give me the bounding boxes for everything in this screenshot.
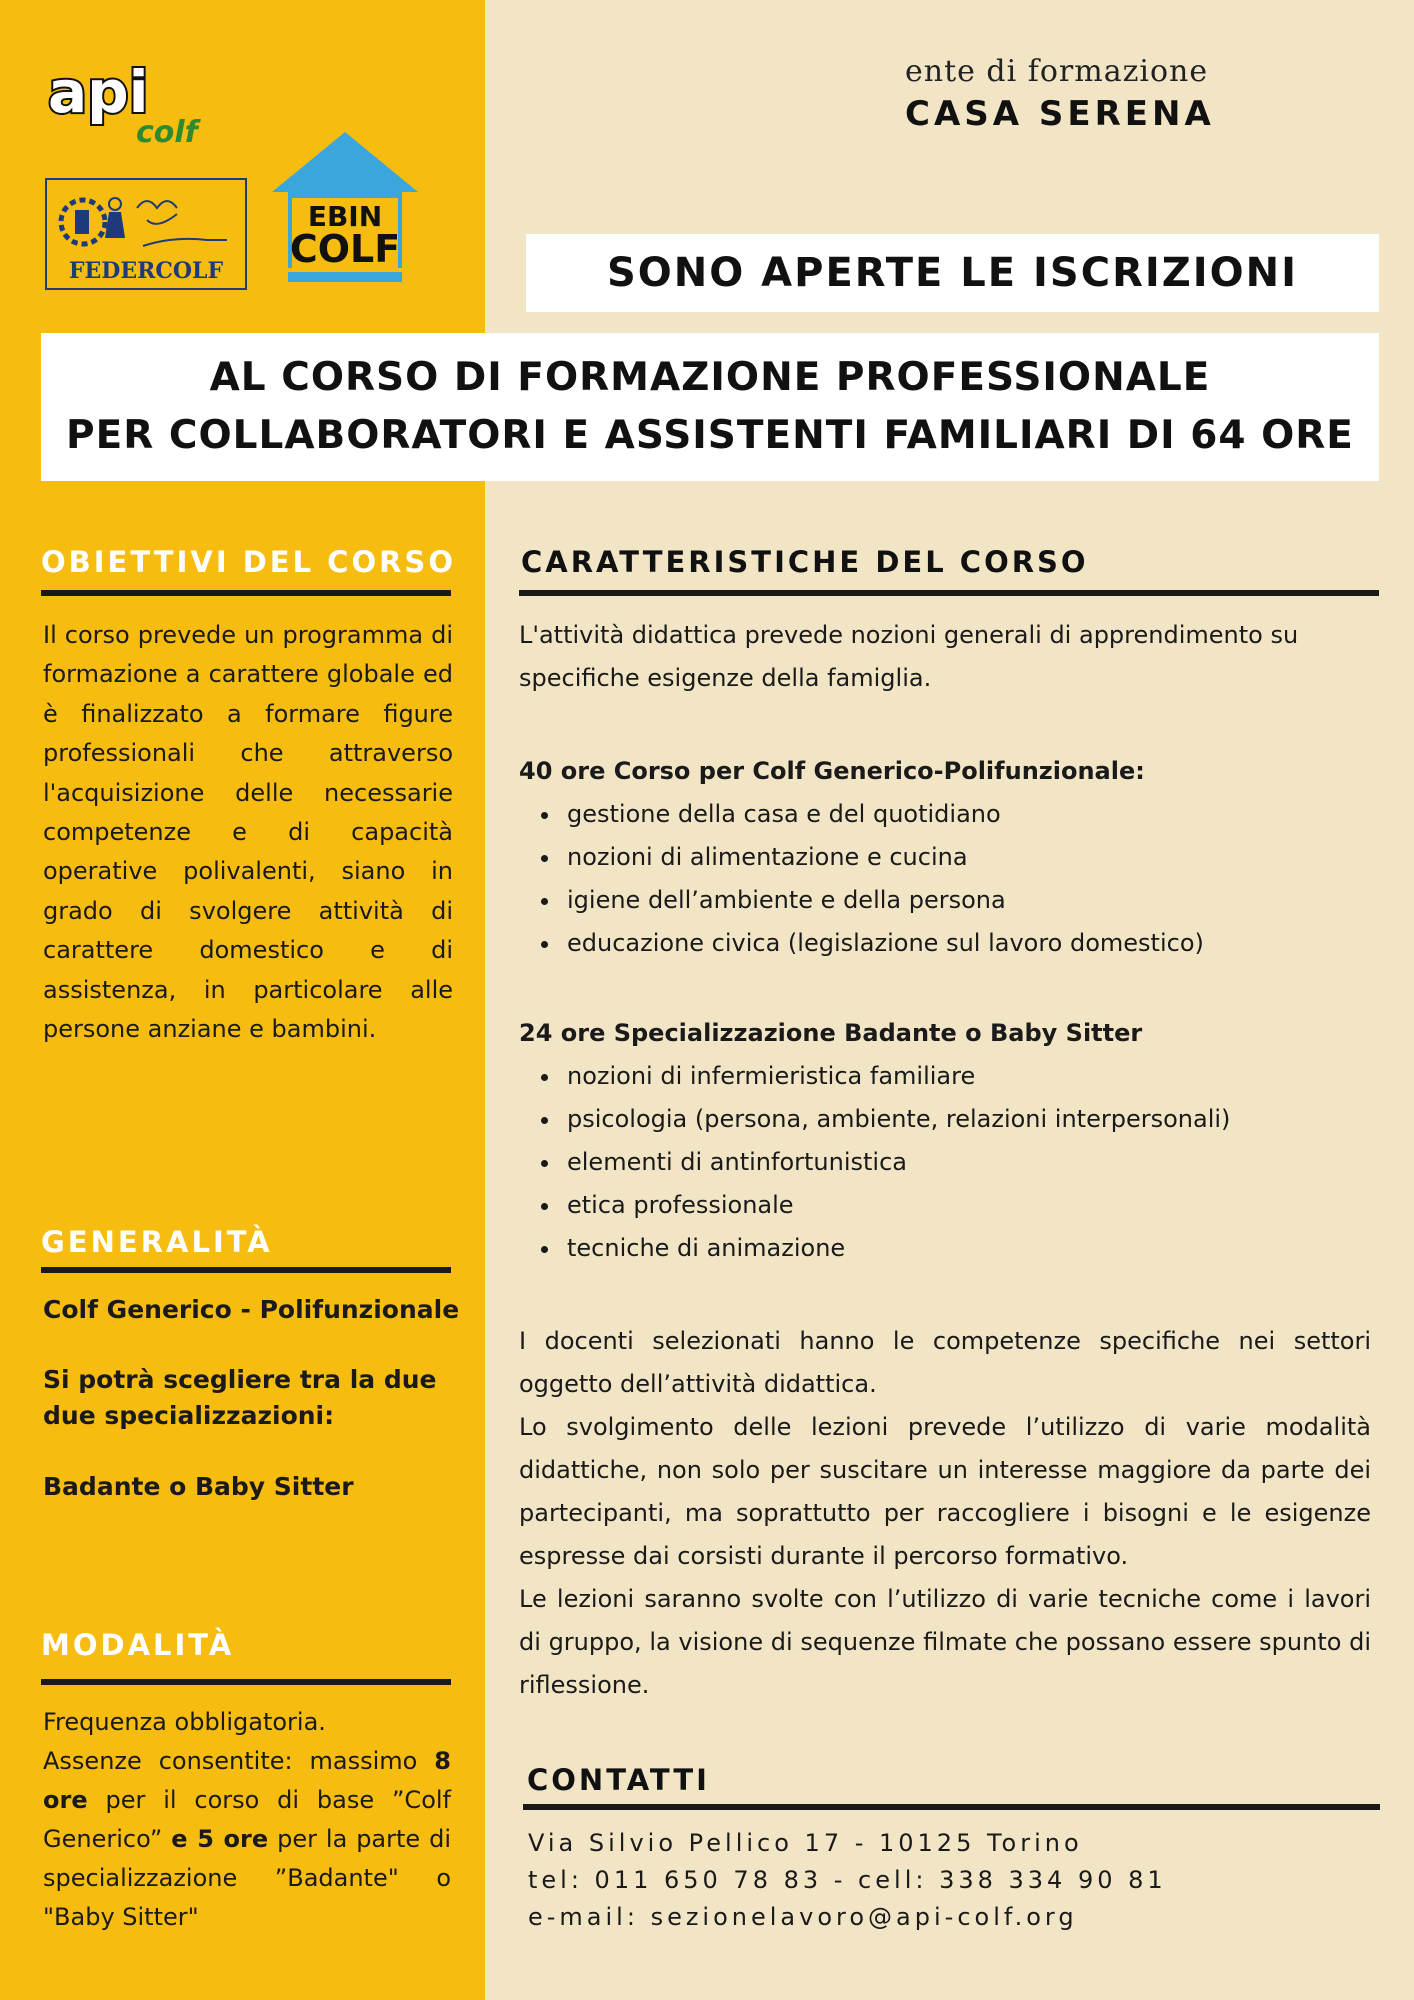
contatti-title: CONTATTI <box>527 1763 710 1797</box>
ebin-logo-text-1: EBIN <box>307 200 383 233</box>
list-item: elementi di antinfortunistica <box>519 1141 1371 1184</box>
api-colf-logo <box>48 60 208 152</box>
modalita-part-1: Assenze consentite: massimo <box>43 1747 418 1775</box>
block-colf-generico-list <box>519 793 1371 965</box>
list-item: gestione della casa e del quotidiano <box>519 793 1371 836</box>
federcolf-logo <box>45 178 247 290</box>
generalita-item-2: Si potrà scegliere tra la due due specializzazioni: <box>43 1365 437 1430</box>
caratteristiche-divider <box>519 590 1379 596</box>
list-item: nozioni di infermieristica familiare <box>519 1055 1371 1098</box>
block-colf-generico <box>519 750 1371 965</box>
list-item: etica professionale <box>519 1184 1371 1227</box>
modalita-part-3: per la parte di specializzazione ”Badante" o "Baby Sitter" <box>43 1825 452 1931</box>
list-item: tecniche di animazione <box>519 1227 1371 1270</box>
api-logo-text: api <box>48 60 149 126</box>
ebin-colf-logo <box>272 132 418 287</box>
docenti-text <box>519 1320 1371 1707</box>
contact-email[interactable]: e-mail: sezionelavoro@api-colf.org <box>528 1903 1078 1931</box>
generalita-item-1: Colf Generico - Polifunzionale <box>43 1295 460 1324</box>
ebin-logo-text-2: COLF <box>289 227 401 271</box>
contact-phone[interactable]: tel: 011 650 78 83 - cell: 338 334 90 81 <box>528 1866 1167 1894</box>
modalita-bold-2: e 5 ore <box>171 1825 269 1853</box>
caratteristiche-title: CARATTERISTICHE DEL CORSO <box>521 545 1089 579</box>
list-item: educazione civica (legislazione sul lavoro domestico) <box>519 922 1371 965</box>
modalita-title: MODALITÀ <box>41 1628 235 1662</box>
block-specializzazione <box>519 1012 1371 1270</box>
obiettivi-text: Il corso prevede un programma di formazione a carattere globale ed è finalizzato a formare figure professionali che attraverso l'acquisizione delle necessarie competenze e di capacità operative polivalenti, siano in grado di svolgere attività di carattere domestico e di assistenza, in particolare alle persone anziane e bambini. <box>43 621 453 1044</box>
list-item: igiene dell’ambiente e della persona <box>519 879 1371 922</box>
block-specializzazione-list <box>519 1055 1371 1270</box>
modalita-line-1: Frequenza obbligatoria. <box>43 1708 326 1736</box>
contatti-divider <box>523 1804 1380 1810</box>
docenti-paragraph-2: Lo svolgimento delle lezioni prevede l’utilizzo di varie modalità didattiche, non solo per suscitare un interesse maggiore da parte dei partecipanti, ma soprattutto per raccogliere i bisogni e le esigenze espresse dai corsisti durante il percorso formativo. <box>519 1413 1371 1570</box>
block-colf-generico-heading: 40 ore Corso per Colf Generico-Polifunzionale: <box>519 757 1145 785</box>
ente-label: ente di formazione <box>905 54 1209 89</box>
modalita-bold-1: 8 ore <box>43 1747 451 1814</box>
docenti-paragraph-3: Le lezioni saranno svolte con l’utilizzo di varie tecniche come i lavori di gruppo, la visione di sequenze filmate che possano essere spunto di riflessione. <box>519 1585 1371 1699</box>
course-title-line-2: PER COLLABORATORI E ASSISTENTI FAMILIARI DI 64 ORE <box>66 413 1354 458</box>
list-item: nozioni di alimentazione e cucina <box>519 836 1371 879</box>
course-title-line-1: AL CORSO DI FORMAZIONE PROFESSIONALE <box>209 354 1211 400</box>
block-specializzazione-heading: 24 ore Specializzazione Badante o Baby Sitter <box>519 1019 1143 1047</box>
list-item: psicologia (persona, ambiente, relazioni interpersonali) <box>519 1098 1371 1141</box>
contact-address: Via Silvio Pellico 17 - 10125 Torino <box>528 1829 1083 1857</box>
course-title-banner <box>41 333 1379 481</box>
enrollment-banner: SONO APERTE LE ISCRIZIONI <box>526 234 1379 312</box>
modalita-part-2: per il corso di base ”Colf Generico” <box>43 1786 451 1853</box>
generalita-divider <box>41 1267 451 1273</box>
generalita-title: GENERALITÀ <box>41 1225 273 1259</box>
generalita-item-3: Badante o Baby Sitter <box>43 1472 354 1501</box>
modalita-text <box>43 1703 451 1937</box>
federcolf-logo-text: FEDERCOLF <box>68 258 224 284</box>
colf-logo-text: colf <box>136 115 198 150</box>
obiettivi-title: OBIETTIVI DEL CORSO <box>41 545 456 579</box>
docenti-paragraph-1: I docenti selezionati hanno le competenze specifiche nei settori oggetto dell’attività didattica. <box>519 1327 1371 1398</box>
caratteristiche-intro: L'attività didattica prevede nozioni generali di apprendimento su specifiche esigenze della famiglia. <box>519 621 1299 692</box>
modalita-divider <box>41 1679 451 1685</box>
ente-name: CASA SERENA <box>905 94 1215 134</box>
obiettivi-divider <box>41 590 451 596</box>
